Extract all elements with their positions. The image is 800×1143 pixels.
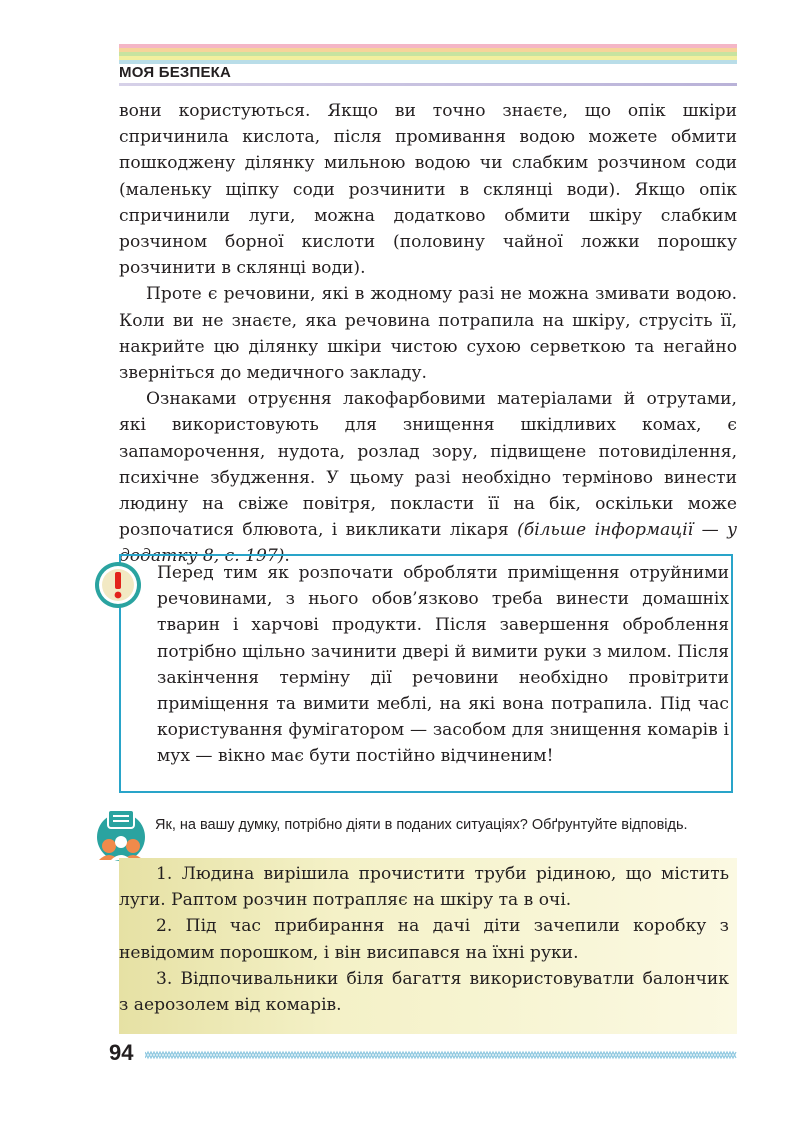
paragraph-3 — [119, 386, 737, 569]
paragraph-1: вони користуються. Якщо ви точно знаєте, що опік шкіри спричинила кислота, після промивання водою можете обмити пошкоджену ділянку мильною водою чи слабким розчином соди (маленьку щіпку соди розчинити в склянці води). Якщо опік спричинили луги, можна додатково обмити шкіру слабким розчином борної кислоти (половину чайної ложки порошку розчинити в склянці води). — [119, 101, 737, 279]
paragraph-2: Проте є речовини, які в жодному разі не можна змивати водою. Коли ви не знаєте, яка речовина потрапила на шкіру, струсіть її, накрийте цю ділянку шкіри чистою сухою серветкою та негайно зверніться до медичного закладу. — [119, 284, 737, 384]
main-text — [119, 98, 737, 570]
task-item: 1. Людина вирішила прочистити труби рідиною, що містить луги. Раптом розчин потрапляє на шкіру та в очі. — [119, 864, 729, 911]
exclamation-icon — [93, 560, 143, 610]
task-list — [119, 861, 729, 1018]
footer-zigzag-ornament — [145, 1050, 737, 1060]
page-number: 94 — [109, 1040, 134, 1065]
warning-text: Перед тим як розпочати обробляти приміщення отруйними речовинами, з нього обов’язково треба винести домашніх тварин і харчові продукти. Після завершення оброблення потрібно щільно зачинити двері й вимити руки з милом. Після закінчення терміну дії речовини необхідно провітрити приміщення та вимити меблі, на які вона потрапила. Під час користування фумігатором — засобом для знищення комарів і мух — вікно має бути постійно відчиненим! — [157, 563, 729, 767]
appendix-reference: (більше інформації — у додатку 8, с. 197) — [119, 520, 737, 567]
section-title: МОЯ БЕЗПЕКА — [119, 64, 232, 81]
paragraph-3-end: . — [284, 546, 290, 567]
header-color-stripes — [119, 44, 737, 64]
discussion-icon — [93, 806, 149, 862]
question-prompt: Як, на вашу думку, потрібно діяти в поданих ситуаціях? Обґрунтуйте відповідь. — [155, 817, 688, 833]
section-divider — [119, 83, 737, 86]
task-item: 2. Під час прибирання на дачі діти зачепили коробку з невідомим порошком, і він висипався на їхні руки. — [119, 916, 729, 963]
paragraph-3-text: Ознаками отруєння лакофарбовими матеріалами й отрутами, які використовують для знищення шкідливих комах, є запаморочення, нудота, розлад зору, підвищене потовиділення, психічне збудження. У цьому разі необхідно терміново винести людину на свіже повітря, покласти її на бік, оскільки може розпочатися блювота, і викликати лікаря — [119, 389, 737, 541]
task-item: 3. Відпочивальники біля багаття використовуватли балончик з аерозолем від комарів. — [119, 968, 729, 1016]
